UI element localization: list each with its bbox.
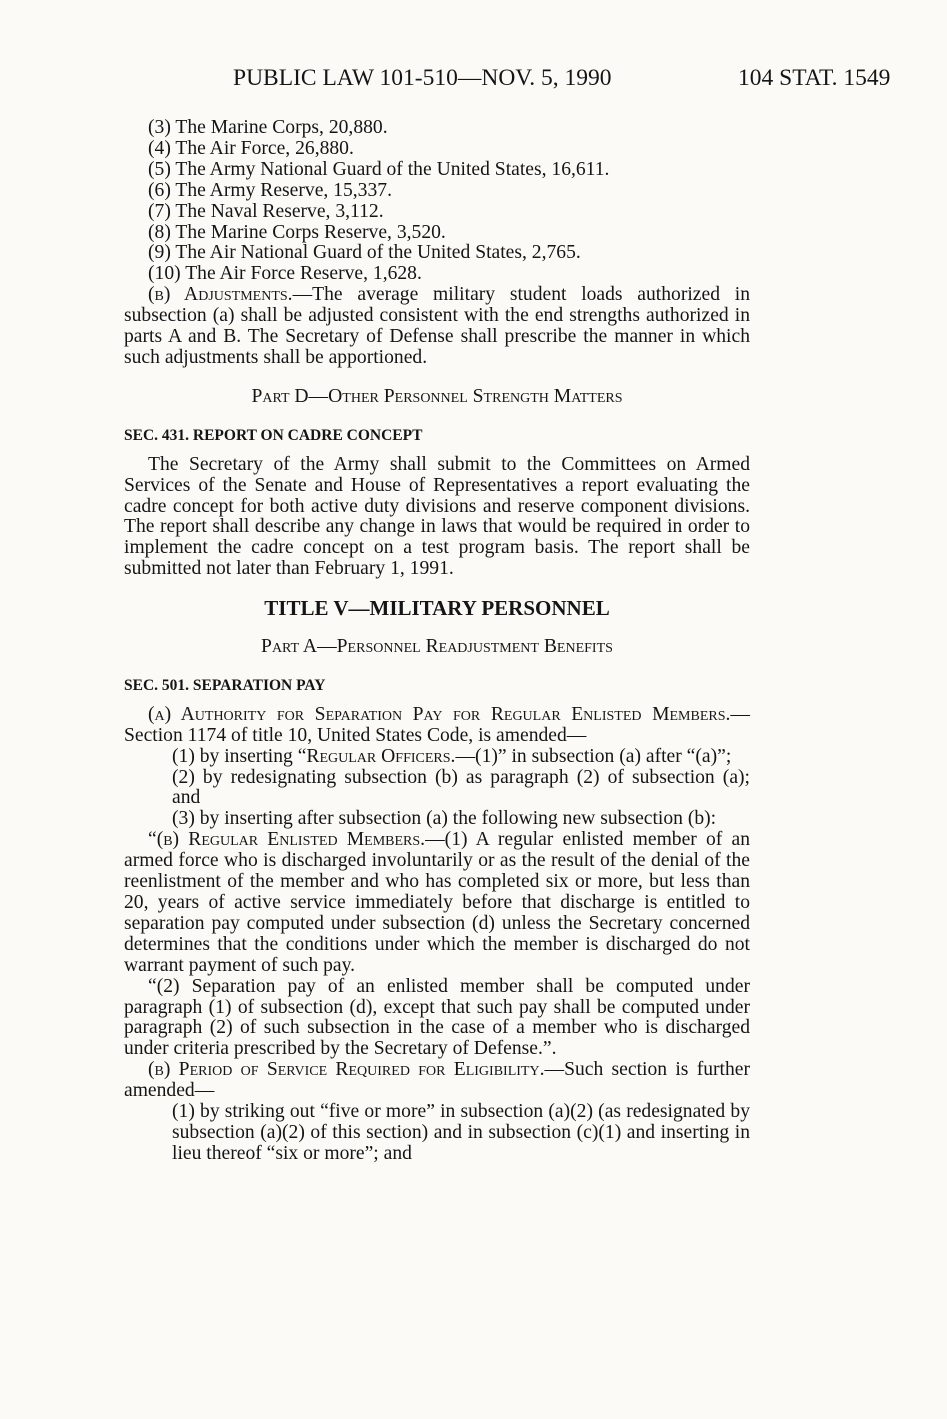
list-item: (5) The Army National Guard of the United States, 16,611. (148, 158, 610, 180)
sec-501-a2: (2) by redesignating subsection (b) as paragraph (2) of subsection (a); and (172, 766, 750, 809)
sec-501-a3: (3) by inserting after subsection (a) the following new subsection (b): (172, 808, 717, 830)
part-a-heading: Part A—Personnel Readjustment Benefits (261, 636, 613, 658)
quote-b-paragraph (124, 830, 750, 976)
list-item: (9) The Air National Guard of the United States, 2,765. (148, 242, 581, 264)
running-header-title: PUBLIC LAW 101-510—NOV. 5, 1990 (233, 65, 612, 91)
sec-501-a-label: (a) Authority for Separation Pay for Regular Enlisted Members. (148, 703, 731, 725)
adjustments-label: (b) Adjustments. (148, 284, 293, 306)
list-item: (6) The Army Reserve, 15,337. (148, 179, 392, 201)
page-body (124, 118, 750, 1165)
adjustments-paragraph (124, 285, 750, 369)
sec-501-a1-smallcaps: Regular Officers. (306, 745, 456, 767)
quote-b-label: “(b) Regular Enlisted Members. (148, 829, 426, 851)
list-item: (7) The Naval Reserve, 3,112. (148, 200, 384, 222)
sec-501-a-text: —Section 1174 of title 10, United States Code, is amended— (124, 703, 750, 746)
sec-501-heading: SEC. 501. SEPARATION PAY (124, 676, 326, 694)
title-v-heading: TITLE V—MILITARY PERSONNEL (264, 596, 610, 621)
part-d-heading: Part D—Other Personnel Strength Matters (251, 385, 623, 407)
sec-501-a1-post: —(1)” in subsection (a) after “(a)”; (455, 745, 732, 767)
sec-501-b1: (1) by striking out “five or more” in subsection (a)(2) (as redesignated by subsection (a)(2) of this section) and in subsection (c)(1) and inserting in lieu thereof “six or more”; and (172, 1101, 750, 1164)
sec-501-b-label: (b) Period of Service Required for Eligibility. (148, 1059, 545, 1081)
quote-2-paragraph: “(2) Separation pay of an enlisted member shall be computed under paragraph (1) of subsection (d), except that such pay shall be computed under paragraph (2) of such subsection in the case of a member who is discharged under criteria prescribed by the Secretary of Defense.”. (124, 975, 750, 1060)
sec-501-a1-pre: (1) by inserting “ (172, 745, 307, 767)
list-item: (8) The Marine Corps Reserve, 3,520. (148, 221, 446, 243)
list-item: (10) The Air Force Reserve, 1,628. (148, 263, 422, 285)
list-item: (3) The Marine Corps, 20,880. (148, 117, 388, 138)
quote-b-text: —(1) A regular enlisted member of an armed force who is discharged involuntarily or as the result of the denial of the reenlistment of the member and who has completed six or more, but less than 20, years of active service immediately before that discharge is entitled to separation pay computed under subsection (d) unless the Secretary concerned determines that the conditions under which the member is discharged do not warrant payment of such pay. (124, 829, 750, 976)
sec-431-text: The Secretary of the Army shall submit to the Committees on Armed Services of the Senate and House of Representatives a report evaluating the cadre concept for both active duty divisions and reserve component divisions. The report shall describe any change in laws that would be required in order to implement the cadre concept on a test program basis. The report shall be submitted not later than February 1, 1991. (124, 453, 750, 580)
sec-501-b-paragraph (124, 1060, 750, 1102)
list-item: (4) The Air Force, 26,880. (148, 137, 354, 159)
sec-501-b-text: —Such section is further amended— (124, 1059, 751, 1102)
sec-431-heading: SEC. 431. REPORT ON CADRE CONCEPT (124, 426, 423, 444)
running-header-stat-page: 104 STAT. 1549 (738, 65, 891, 91)
adjustments-text: —The average military student loads authorized in subsection (a) shall be adjusted consistent with the end strengths authorized in parts A and B. The Secretary of Defense shall prescribe the manner in which such adjustments shall be apportioned. (124, 284, 750, 368)
sec-501-a1 (124, 747, 750, 768)
sec-501-a-paragraph (124, 705, 750, 747)
